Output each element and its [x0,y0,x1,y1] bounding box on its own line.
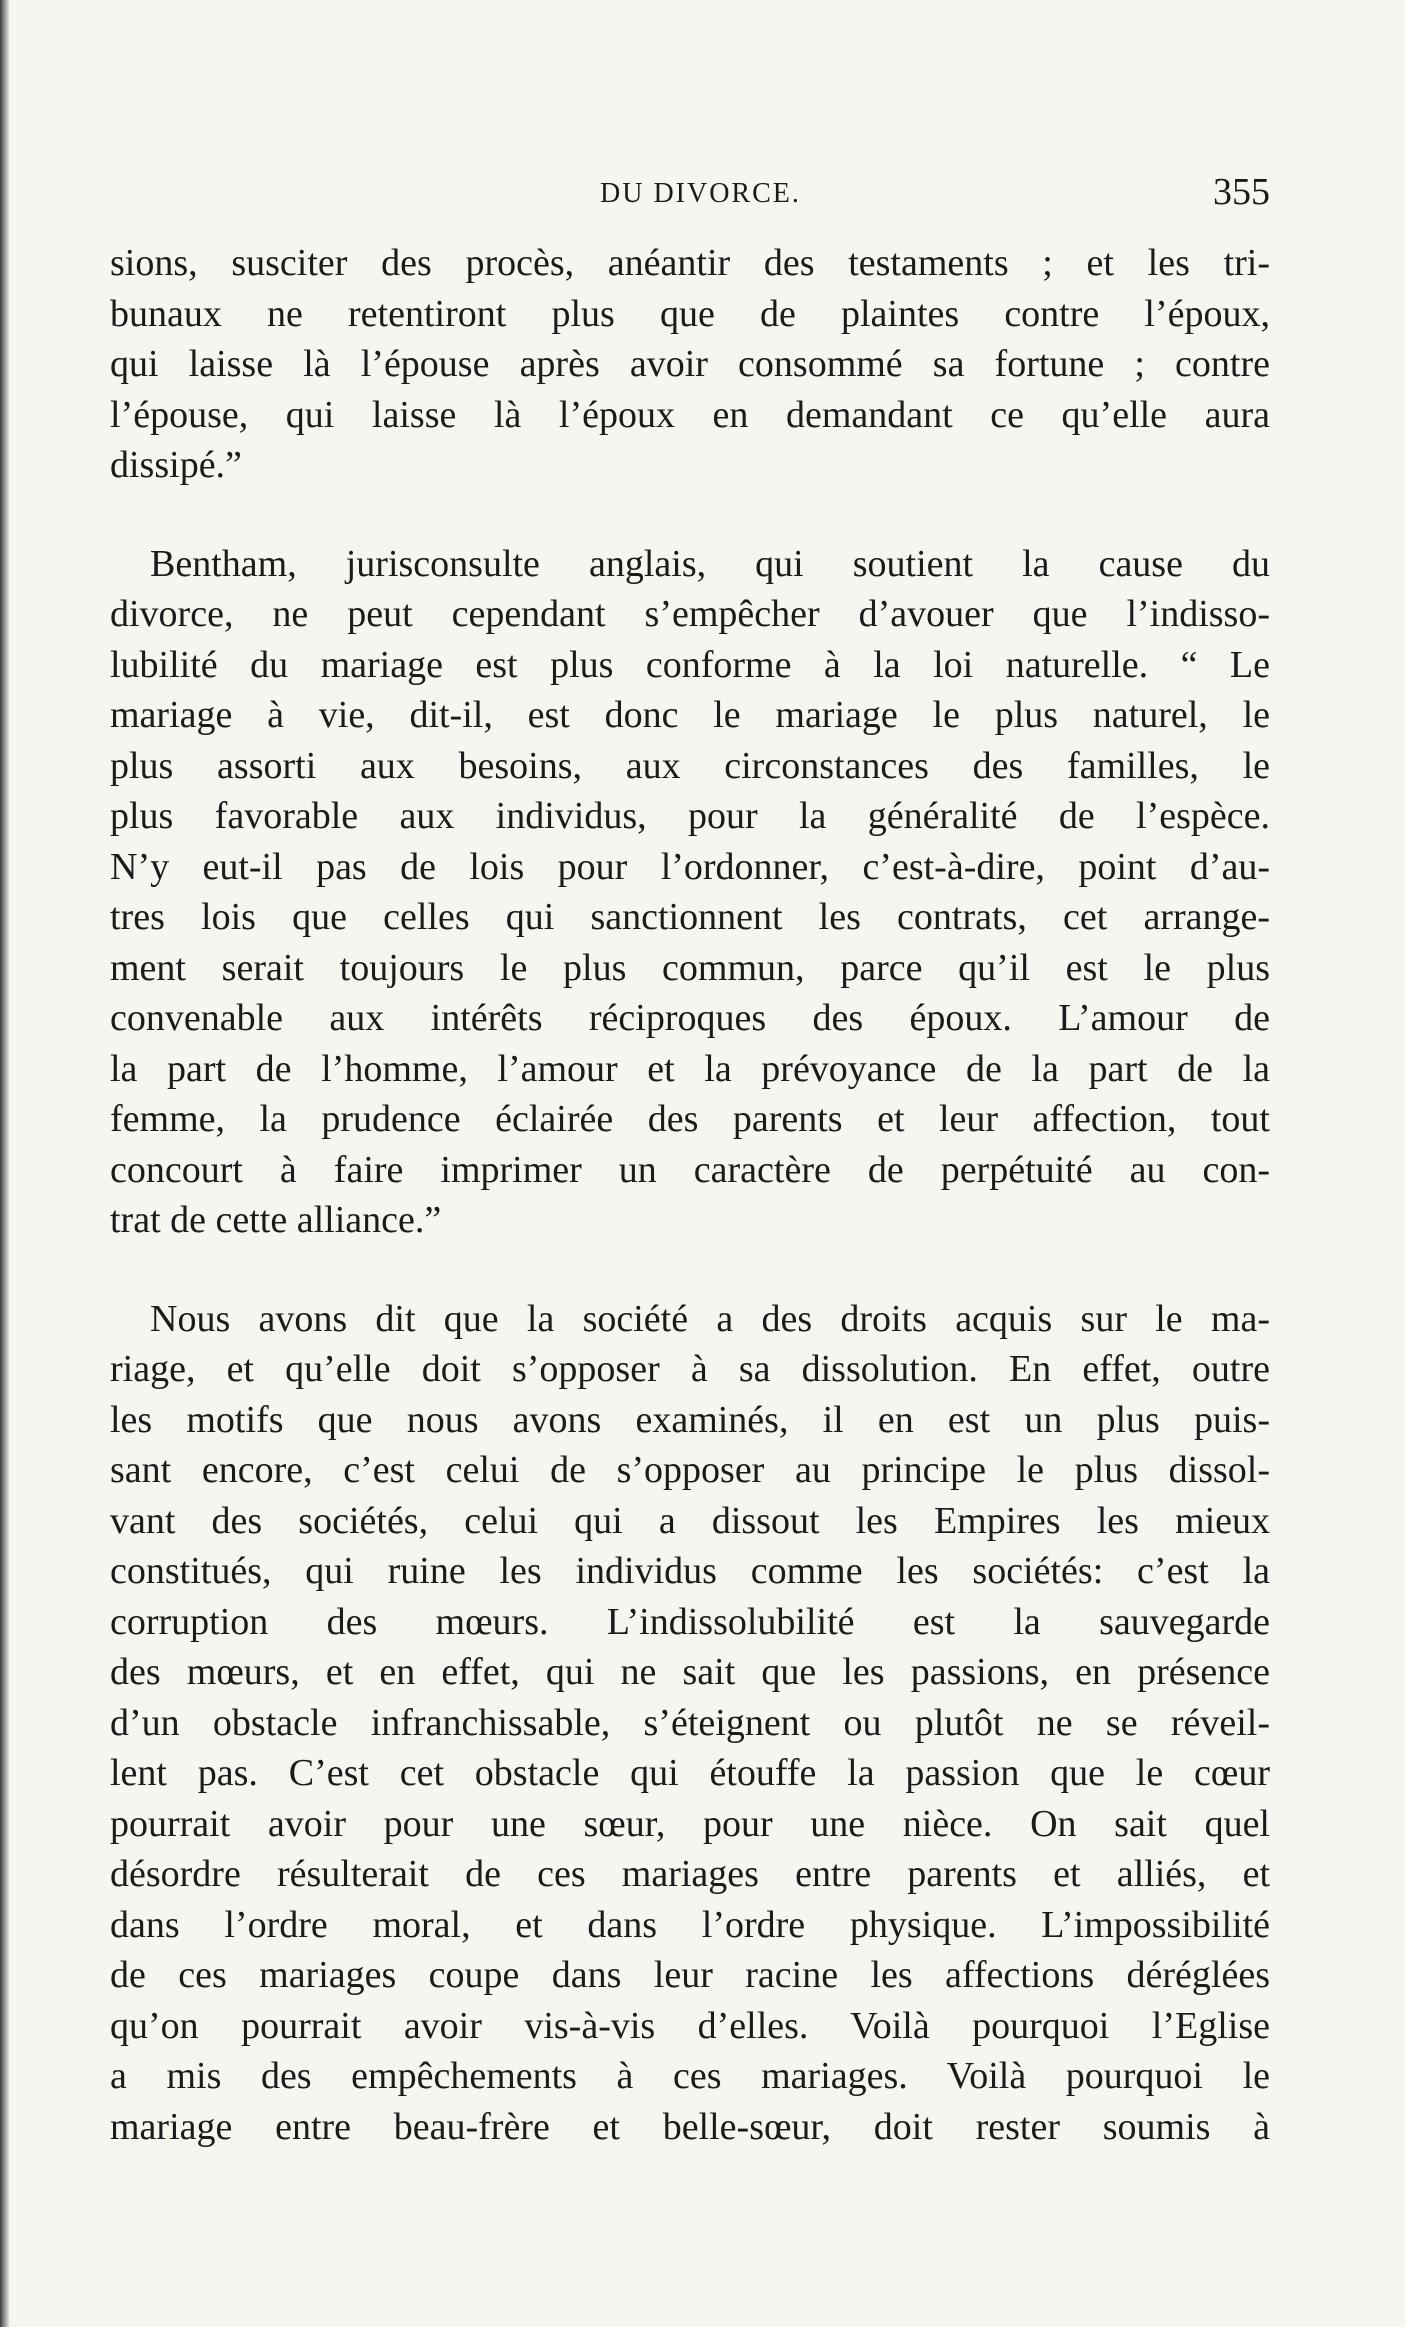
text-line: constitués, qui ruine les individus comme les sociétés: c’est la [110,1550,1270,1592]
text-line: les motifs que nous avons examinés, il en est un plus puis- [110,1398,1270,1441]
text-line: concourt à faire imprimer un caractère de perpétuité au con- [110,1148,1270,1191]
text-line: tres lois que celles qui sanctionnent les contrats, cet arrange- [110,896,1270,938]
paragraph-3 [110,1294,1270,2153]
text-line: corruption des mœurs. L’indissolubilité est la sauvegarde [110,1600,1270,1643]
text-line: sions, susciter des procès, anéantir des testaments ; et les tri- [110,242,1270,284]
paragraph-gap [110,491,1270,539]
paragraph-2 [110,539,1270,1246]
text-line: riage, et qu’elle doit s’opposer à sa dissolution. En effet, outre [110,1348,1270,1390]
text-line: femme, la prudence éclairée des parents et leur affection, tout [110,1098,1270,1140]
text-line: l’épouse, qui laisse là l’époux en demandant ce qu’elle aura [110,393,1270,436]
text-line: la part de l’homme, l’amour et la prévoyance de la part de la [110,1047,1270,1090]
text-line: Bentham, jurisconsulte anglais, qui soutient la cause du [150,542,1270,585]
text-line: vant des sociétés, celui qui a dissout les Empires les mieux [110,1499,1270,1542]
text-line: des mœurs, et en effet, qui ne sait que les passions, en présence [110,1651,1270,1693]
text-line: désordre résulterait de ces mariages entre parents et alliés, et [110,1853,1270,1895]
text-line: trat de cette alliance.” [110,1199,442,1241]
text-line: bunaux ne retentiront plus que de plaintes contre l’époux, [110,292,1270,335]
book-page [110,170,1270,2270]
text-line: a mis des empêchements à ces mariages. Voilà pourquoi le [110,2055,1270,2097]
text-line: convenable aux intérêts réciproques des époux. L’amour de [110,997,1270,1039]
text-line: Nous avons dit que la société a des droits acquis sur le ma- [150,1297,1270,1340]
text-line: qui laisse là l’épouse après avoir consommé sa fortune ; contre [110,343,1270,385]
paragraph-1 [110,238,1270,491]
text-line: pourrait avoir pour une sœur, pour une nièce. On sait quel [110,1802,1270,1845]
text-line: dans l’ordre moral, et dans l’ordre physique. L’impossibilité [110,1903,1270,1946]
text-line: plus favorable aux individus, pour la généralité de l’espèce. [110,795,1270,837]
text-line: d’un obstacle infranchissable, s’éteignent ou plutôt ne se réveil- [110,1701,1270,1744]
text-line: lent pas. C’est cet obstacle qui étouffe la passion que le cœur [110,1752,1270,1794]
text-line: de ces mariages coupe dans leur racine les affections déréglées [110,1954,1270,1996]
text-line: qu’on pourrait avoir vis-à-vis d’elles. Voilà pourquoi l’Eglise [110,2004,1270,2047]
text-line: mariage entre beau-frère et belle-sœur, doit rester soumis à [110,2105,1270,2148]
page-number: 355 [1213,171,1270,213]
text-line: N’y eut-il pas de lois pour l’ordonner, c’est-à-dire, point d’au- [110,845,1270,888]
paragraph-gap [110,1246,1270,1294]
running-head [110,170,1270,228]
text-line: sant encore, c’est celui de s’opposer au principe le plus dissol- [110,1449,1270,1491]
text-line: dissipé.” [110,444,242,486]
running-title: DU DIVORCE. [600,178,801,209]
text-line: plus assorti aux besoins, aux circonstances des familles, le [110,744,1270,787]
text-line: ment serait toujours le plus commun, parce qu’il est le plus [110,946,1270,989]
text-line: lubilité du mariage est plus conforme à la loi naturelle. “ Le [110,643,1270,686]
page-edge-shadow [0,0,10,2327]
text-line: divorce, ne peut cependant s’empêcher d’avouer que l’indisso- [110,593,1270,635]
text-line: mariage à vie, dit-il, est donc le mariage le plus naturel, le [110,694,1270,736]
body-text [110,238,1270,2152]
